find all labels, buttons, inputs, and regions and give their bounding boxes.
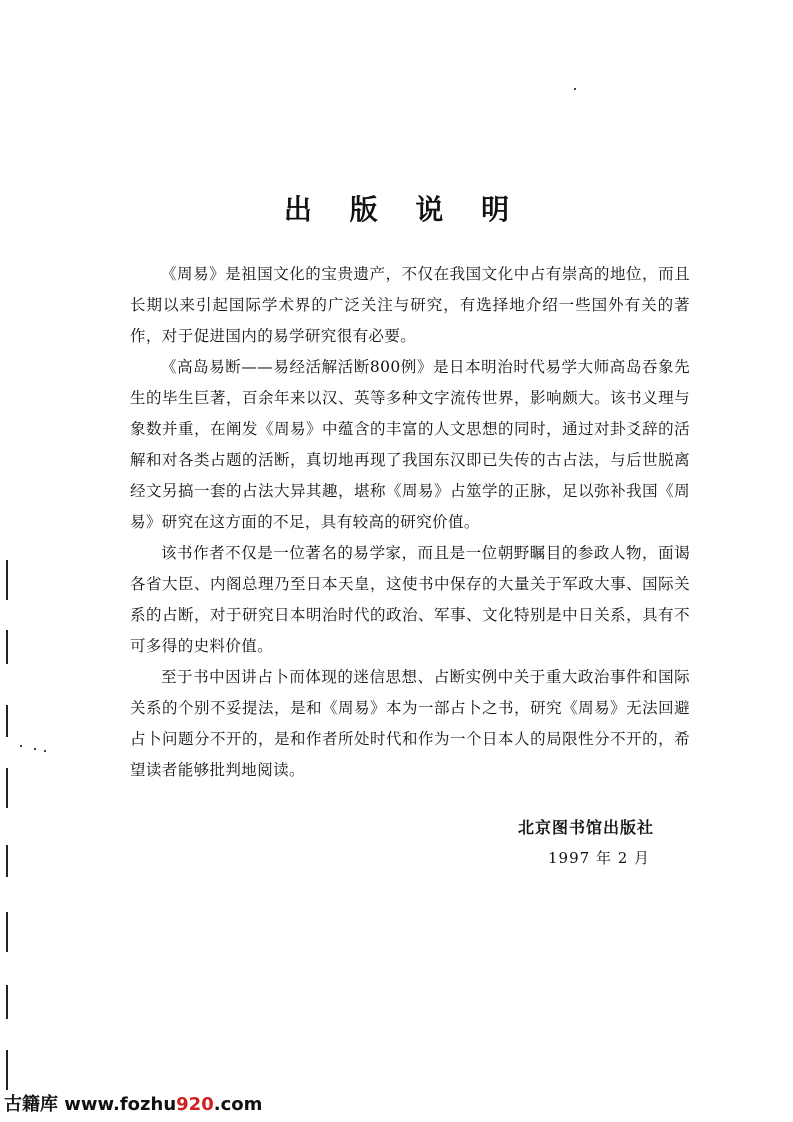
watermark-prefix: 古籍库 www.fozhu xyxy=(4,1094,177,1115)
scan-artifact xyxy=(574,88,576,90)
body-text xyxy=(130,259,690,786)
paragraph-4: 至于书中因讲占卜而体现的迷信思想、占断实例中关于重大政治事件和国际关系的个别不妥提法，是和《周易》本为一部占卜之书，研究《周易》无法回避占卜问题分不开的，是和作者所处时代和作为一个日本人的局限性分不开的，希望读者能够批判地阅读。 xyxy=(130,668,690,779)
scan-artifact xyxy=(6,1050,8,1090)
scan-artifact xyxy=(20,745,22,747)
watermark-suffix: .com xyxy=(213,1094,263,1115)
watermark-number: 920 xyxy=(176,1094,214,1115)
scan-artifact xyxy=(44,750,46,752)
scan-artifact xyxy=(34,748,36,750)
scan-artifact xyxy=(6,985,8,1019)
paragraph-1: 《周易》是祖国文化的宝贵遗产，不仅在我国文化中占有崇高的地位，而且长期以来引起国际学术界的广泛关注与研究，有选择地介绍一些国外有关的著作，对于促进国内的易学研究很有必要。 xyxy=(130,265,690,345)
scan-artifact xyxy=(6,768,8,808)
scan-artifact xyxy=(6,630,8,664)
paragraph-2: 《高岛易断——易经活解活断800例》是日本明治时代易学大师高岛吞象先生的毕生巨著，百余年来以汉、英等多种文字流传世界，影响颇大。该书义理与象数并重，在阐发《周易》中蕴含的丰富的人文思想的同时，通过对卦爻辞的活解和对各类占题的活断，真切地再现了我国东汉即已失传的古占法，与后世脱离经文另搞一套的占法大异其趣，堪称《周易》占筮学的正脉，足以弥补我国《周易》研究在这方面的不足，具有较高的研究价值。 xyxy=(130,358,690,531)
paragraph-3: 该书作者不仅是一位著名的易学家，而且是一位朝野瞩目的参政人物，面谒各省大臣、内阁总理乃至日本天皇，这使书中保存的大量关于军政大事、国际关系的占断，对于研究日本明治时代的政治、军事、文化特别是中日关系，具有不可多得的史料价值。 xyxy=(130,544,690,655)
publisher-name: 北京图书馆出版社 xyxy=(518,818,655,837)
scan-artifact xyxy=(6,705,8,737)
scan-artifact xyxy=(6,845,8,877)
scan-artifact xyxy=(6,912,8,952)
scan-artifact xyxy=(6,560,8,600)
page-title: 出 版 说 明 xyxy=(283,193,524,226)
publish-date: 1997 年 2 月 xyxy=(548,849,651,867)
site-watermark xyxy=(4,1090,262,1116)
